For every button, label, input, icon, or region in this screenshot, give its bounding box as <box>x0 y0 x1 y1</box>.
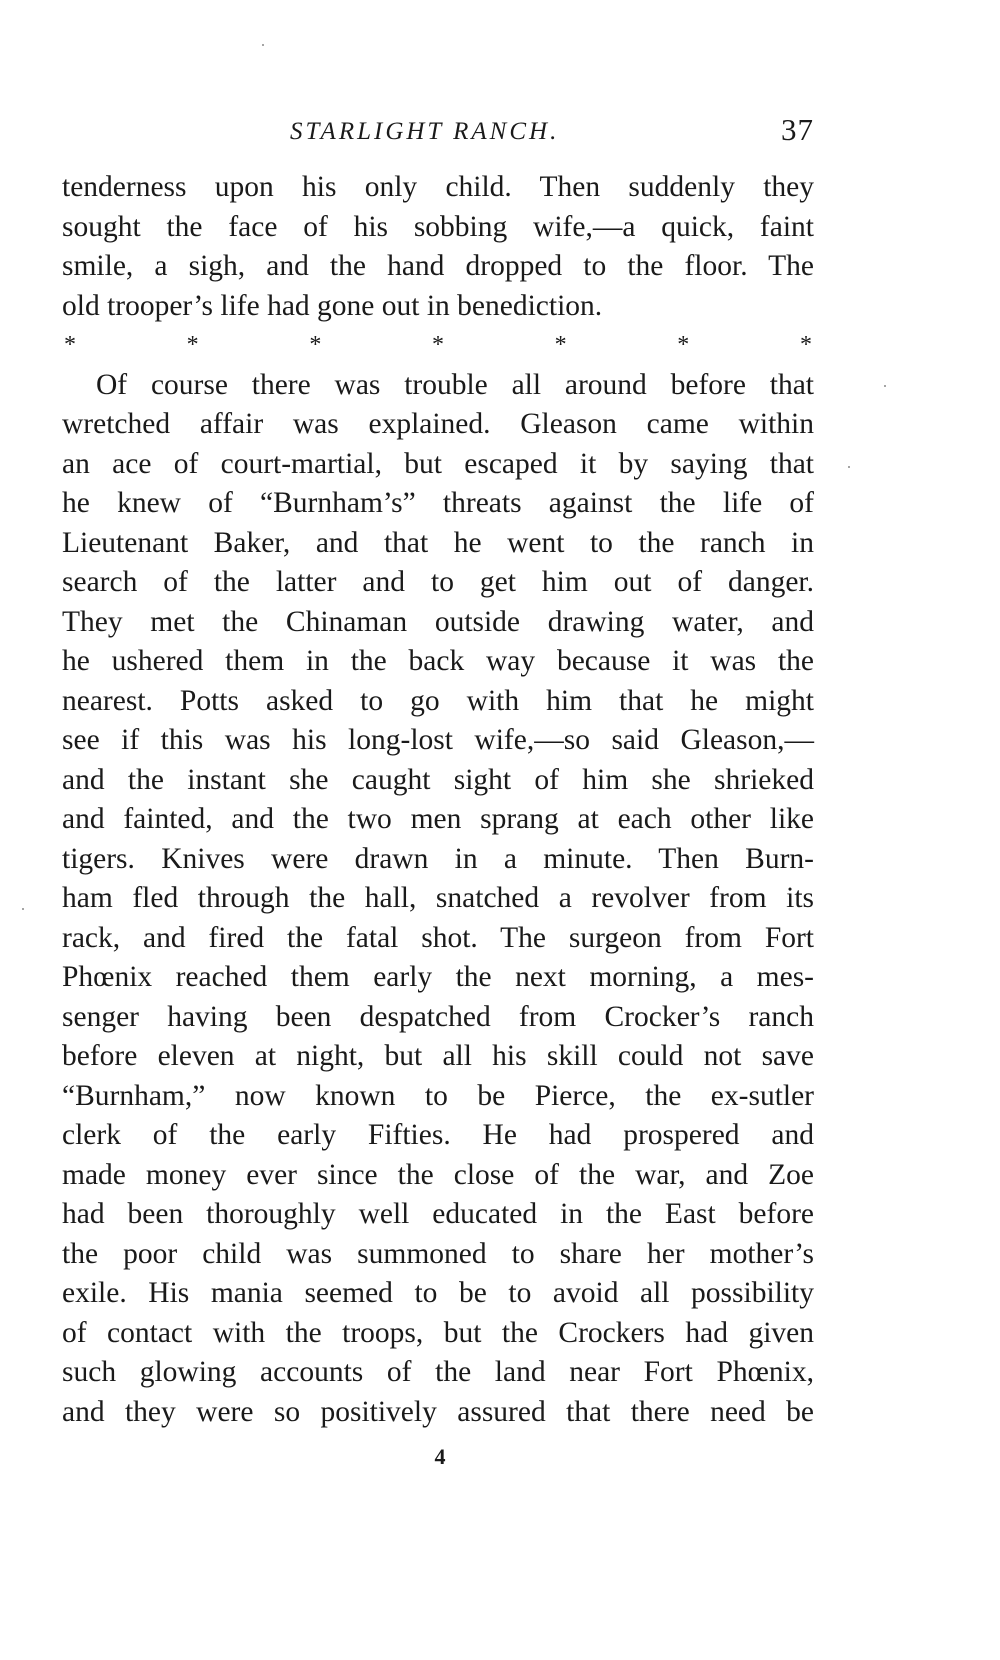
text-line: Lieutenant Baker, and that he went to the ranch in <box>62 526 814 559</box>
text-line: made money ever since the close of the war, and Zoe <box>62 1158 814 1191</box>
text-line: They met the Chinaman outside drawing water, and <box>62 605 814 638</box>
text-line: and the instant she caught sight of him she shrieked <box>62 763 814 796</box>
text-line: and they were so positively assured that there need be <box>62 1395 814 1428</box>
text-line: tigers. Knives were drawn in a minute. Then Burn- <box>62 842 814 875</box>
text-line: smile, a sigh, and the hand dropped to the floor. The <box>62 250 814 282</box>
text-line: wretched affair was explained. Gleason came within <box>62 408 814 440</box>
dust-speck <box>22 908 24 910</box>
text-line: tenderness upon his only child. Then suddenly they <box>62 171 814 203</box>
page-header <box>62 112 814 152</box>
page-number: 37 <box>781 112 814 147</box>
text-line: see if this was his long-lost wife,—so said Gleason,— <box>62 724 814 756</box>
asterisk: * <box>309 332 322 358</box>
text-line: sought the face of his sobbing wife,—a quick, faint <box>62 210 814 243</box>
text-line: such glowing accounts of the land near Fort Phœnix, <box>62 1356 814 1388</box>
text-line: Of course there was trouble all around before that <box>96 368 814 401</box>
text-line: ham fled through the hall, snatched a revolver from its <box>62 882 814 914</box>
text-line: had been thoroughly well educated in the East before <box>62 1198 814 1230</box>
text-line: “Burnham,” now known to be Pierce, the ex-sutler <box>62 1079 814 1112</box>
text-line: search of the latter and to get him out of danger. <box>62 566 814 598</box>
text-line: clerk of the early Fifties. He had prospered and <box>62 1119 814 1151</box>
text-line: senger having been despatched from Crocker’s ranch <box>62 1000 814 1033</box>
text-line: he ushered them in the back way because it was the <box>62 645 814 677</box>
text-line: exile. His mania seemed to be to avoid all possibility <box>62 1277 814 1309</box>
asterisk: * <box>64 332 76 358</box>
text-line: of contact with the troops, but the Crockers had given <box>62 1316 814 1349</box>
text-line: an ace of court-martial, but escaped it by saying that <box>62 447 814 480</box>
paragraph-1 <box>62 168 814 326</box>
asterisk: * <box>431 332 444 358</box>
asterisk: * <box>677 332 690 358</box>
text-line: the poor child was summoned to share her mother’s <box>62 1237 814 1270</box>
text-line: nearest. Potts asked to go with him that he might <box>62 684 814 717</box>
paragraph-2 <box>62 366 814 1433</box>
text-line: rack, and fired the fatal shot. The surgeon from Fort <box>62 921 814 954</box>
signature-mark: 4 <box>434 1444 446 1469</box>
text-line: before eleven at night, but all his skill could not save <box>62 1040 814 1072</box>
text-line: old trooper’s life had gone out in benediction. <box>62 289 603 322</box>
dust-speck <box>884 385 886 387</box>
asterisk: * <box>186 332 199 358</box>
text-line: and fainted, and the two men sprang at each other like <box>62 803 814 835</box>
text-line: Phœnix reached them early the next morning, a mes- <box>62 961 814 993</box>
asterisk: * <box>554 332 567 358</box>
body-text <box>62 168 814 1432</box>
running-title: STARLIGHT RANCH. <box>290 118 560 145</box>
dust-speck <box>262 44 264 46</box>
section-break <box>62 326 814 366</box>
text-line: he knew of “Burnham’s” threats against the life of <box>62 487 814 519</box>
asterisk: * <box>799 332 812 358</box>
dust-speck <box>848 466 850 468</box>
